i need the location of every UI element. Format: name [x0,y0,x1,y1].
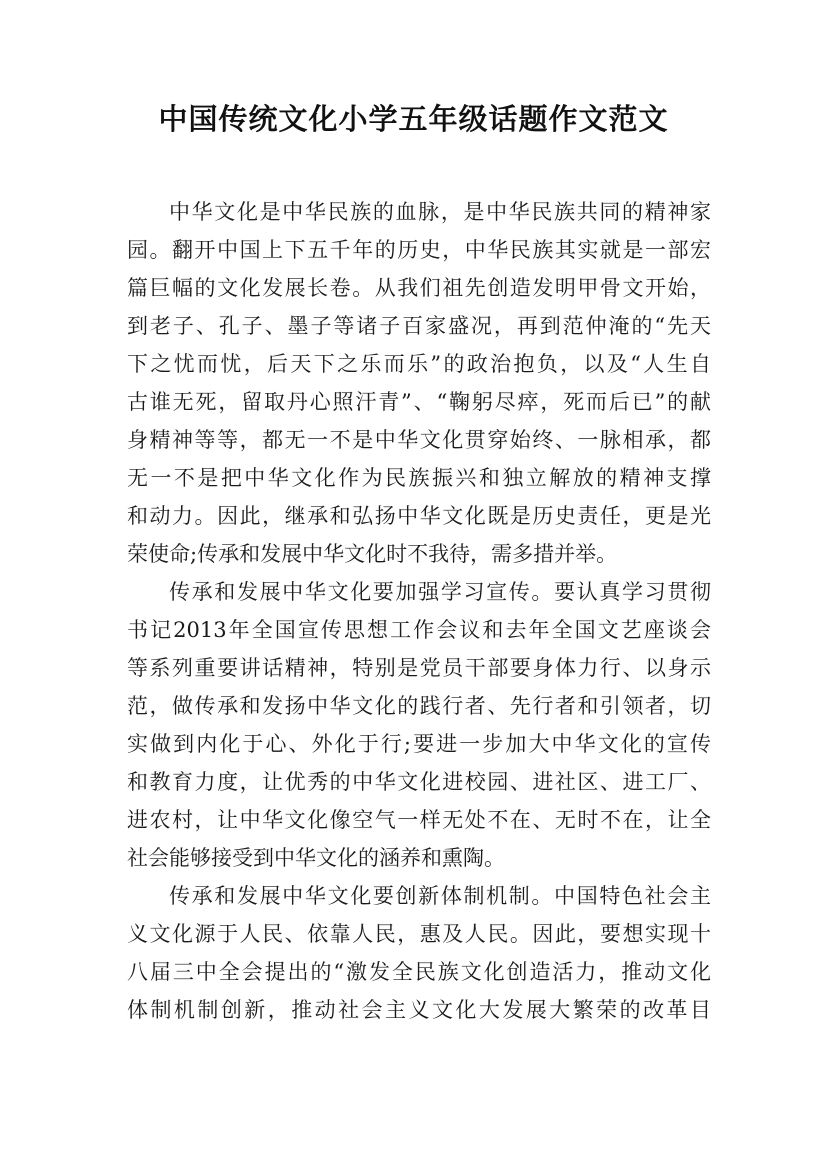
text-line: 实做到内化于心、外化于行;要进一步加大中华文化的宣传 [127,732,711,756]
text-line: 传承和发展中华文化要加强学习宣传。要认真学习贯彻 [169,580,711,604]
text-line: 中华文化是中华民族的血脉，是中华民族共同的精神家 [169,200,711,224]
paragraph-3 [127,877,711,1029]
document-title: 中国传统文化小学五年级话题作文范文 [158,102,669,136]
text-line: 下之忧而忧，后天下之乐而乐”的政治抱负，以及“人生自 [127,352,711,376]
text-line: 古谁无死，留取丹心照汗青”、“鞠躬尽瘁，死而后已”的献 [127,390,711,414]
document-body [127,193,711,1029]
text-line: 和动力。因此，继承和弘扬中华文化既是历史责任，更是光 [127,504,711,528]
text-line: 书记2013年全国宣传思想工作会议和去年全国文艺座谈会 [127,618,711,642]
text-line: 到老子、孔子、墨子等诸子百家盛况，再到范仲淹的“先天 [127,314,711,338]
paragraph-1 [127,193,711,573]
text-line: 荣使命;传承和发展中华文化时不我待，需多措并举。 [127,542,618,566]
text-line: 无一不是把中华文化作为民族振兴和独立解放的精神支撑 [127,466,711,490]
text-line: 传承和发展中华文化要创新体制机制。中国特色社会主 [169,884,711,908]
text-line: 等系列重要讲话精神，特别是党员干部要身体力行、以身示 [127,656,711,680]
text-line: 园。翻开中国上下五千年的历史，中华民族其实就是一部宏 [127,238,711,262]
text-line: 体制机制创新，推动社会主义文化大发展大繁荣的改革目 [127,998,711,1022]
text-line: 篇巨幅的文化发展长卷。从我们祖先创造发明甲骨文开始， [127,276,711,300]
text-line: 义文化源于人民、依靠人民，惠及人民。因此，要想实现十 [127,922,711,946]
text-line: 进农村，让中华文化像空气一样无处不在、无时不在，让全 [127,808,711,832]
text-line: 和教育力度，让优秀的中华文化进校园、进社区、进工厂、 [127,770,711,794]
text-line: 范，做传承和发扬中华文化的践行者、先行者和引领者，切 [127,694,711,718]
text-line: 八届三中全会提出的“激发全民族文化创造活力，推动文化 [127,960,711,984]
paragraph-2 [127,573,711,877]
text-line: 身精神等等，都无一不是中华文化贯穿始终、一脉相承，都 [127,428,711,452]
text-line: 社会能够接受到中华文化的涵养和熏陶。 [127,846,505,870]
